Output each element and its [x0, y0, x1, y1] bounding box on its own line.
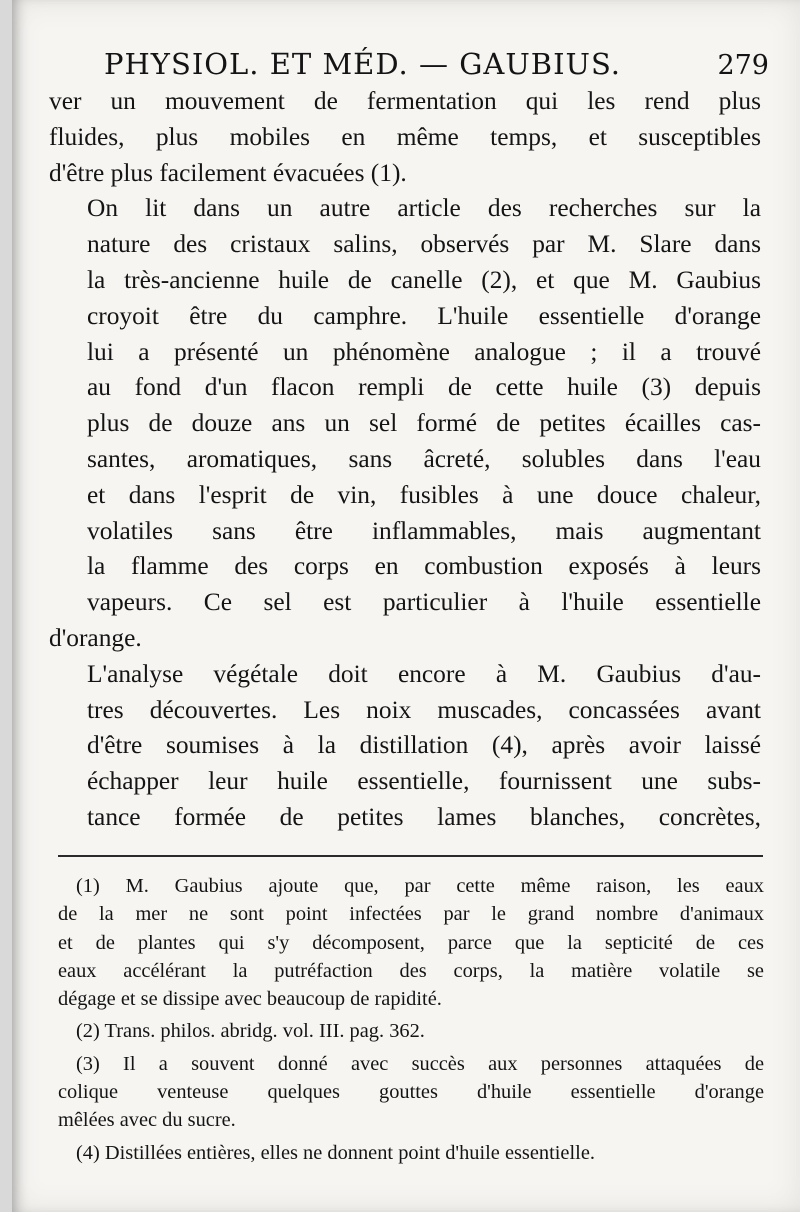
- paragraph: [49, 657, 761, 836]
- footnote: [58, 1050, 764, 1135]
- text-line: d'être soumises à la distillation (4), après avoir laissé: [87, 731, 761, 760]
- text-line: la très-ancienne huile de canelle (2), et que M. Gaubius: [87, 265, 761, 294]
- footnote-line: et de plantes qui s'y décomposent, parce que la septicité de ces: [58, 931, 764, 954]
- text-line: lui a présenté un phénomène analogue ; il a trouvé: [87, 337, 761, 366]
- text-line: tance formée de petites lames blanches, concrètes,: [87, 802, 761, 831]
- text-line: L'analyse végétale doit encore à M. Gaubius d'au-: [87, 659, 761, 688]
- footnote: [58, 872, 764, 1013]
- footnote-line: eaux accélérant la putréfaction des corps, la matière volatile se: [58, 959, 764, 982]
- footnote-line: dégage et se dissipe avec beaucoup de rapidité.: [58, 988, 442, 1011]
- footnote-line: de la mer ne sont point infectées par le grand nombre d'animaux: [58, 903, 764, 926]
- text-line: échapper leur huile essentielle, fournissent une subs-: [87, 767, 761, 796]
- footnote: [58, 1017, 764, 1045]
- book-page: [12, 0, 800, 1212]
- text-line: On lit dans un autre article des recherches sur la: [87, 194, 761, 223]
- footnote: [58, 1139, 764, 1167]
- footnote-line: (1) M. Gaubius ajoute que, par cette même raison, les eaux: [76, 875, 764, 897]
- text-line: vapeurs. Ce sel est particulier à l'huile essentielle: [87, 588, 761, 617]
- footnote-line: (4) Distillées entières, elles ne donnent point d'huile essentielle.: [76, 1141, 595, 1164]
- text-line: d'être plus facilement évacuées (1).: [49, 158, 407, 187]
- text-line: au fond d'un flacon rempli de cette huile (3) depuis: [87, 373, 761, 402]
- footnote-line: mêlées avec du sucre.: [58, 1109, 236, 1132]
- running-head: PHYSIOL. ET MÉD. — GAUBIUS.: [104, 47, 622, 81]
- text-line: tres découvertes. Les noix muscades, concassées avant: [87, 695, 761, 724]
- paragraph: [49, 84, 761, 191]
- page-header: [104, 44, 769, 84]
- footnotes: [58, 872, 764, 1171]
- text-line: d'orange.: [49, 623, 142, 652]
- paragraph: [49, 191, 761, 656]
- footnote-line: (3) Il a souvent donné avec succès aux personnes attaquées de: [76, 1052, 764, 1075]
- text-line: plus de douze ans un sel formé de petites écailles cas-: [87, 409, 761, 438]
- page-number: 279: [717, 50, 769, 81]
- footnote-line: (2) Trans. philos. abridg. vol. III. pag. 362.: [76, 1020, 425, 1043]
- text-line: volatiles sans être inflammables, mais augmentant: [87, 516, 761, 545]
- text-line: nature des cristaux salins, observés par M. Slare dans: [87, 230, 761, 259]
- text-line: la flamme des corps en combustion exposés à leurs: [87, 552, 761, 581]
- text-line: ver un mouvement de fermentation qui les rend plus: [49, 87, 761, 115]
- body-text: [49, 84, 761, 836]
- text-line: et dans l'esprit de vin, fusibles à une douce chaleur,: [87, 480, 761, 509]
- footnote-rule: [58, 855, 763, 857]
- text-line: fluides, plus mobiles en même temps, et susceptibles: [49, 122, 761, 151]
- text-line: croyoit être du camphre. L'huile essentielle d'orange: [87, 301, 761, 330]
- text-line: santes, aromatiques, sans âcreté, solubles dans l'eau: [87, 444, 761, 473]
- footnote-line: colique venteuse quelques gouttes d'huile essentielle d'orange: [58, 1081, 764, 1104]
